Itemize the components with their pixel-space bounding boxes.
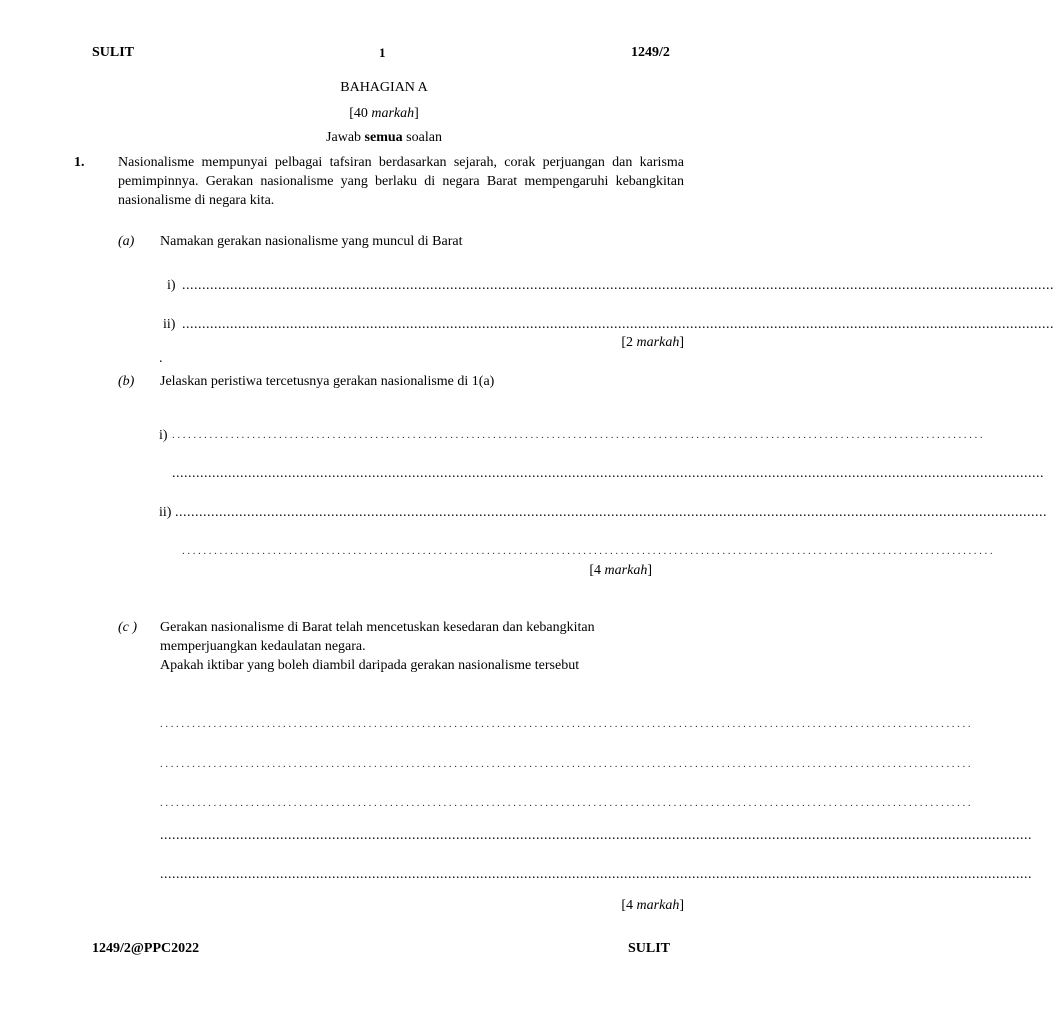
part-c-label: (c ) <box>118 620 138 635</box>
answer-line-b-ii-2[interactable]: ........................................................................................................................................................ <box>182 545 996 557</box>
question-intro: Nasionalisme mempunyai pelbagai tafsiran berdasarkan sejarah, corak perjuangan dan karisma pemimpinnya. Gerakan nasionalisme yang berlaku di negara Barat mempengaruhi kebangkitan nasionalisme di negara kita. <box>118 155 684 208</box>
part-c-line-1: Gerakan nasionalisme di Barat telah mencetuskan kesedaran dan kebangkitan <box>160 620 595 635</box>
part-a-marks: [2 markah] <box>621 335 684 350</box>
answer-line-c-1[interactable]: ........................................................................................................................................................ <box>160 718 974 730</box>
part-c-line-3: Apakah iktibar yang boleh diambil daripada gerakan nasionalisme tersebut <box>160 658 580 673</box>
part-a-label: (a) <box>118 234 135 249</box>
part-a-ii-label: ii) <box>163 317 176 332</box>
part-b-i-label: i) <box>159 428 168 443</box>
header-left: SULIT <box>92 45 135 60</box>
page-number: 1 <box>379 45 386 60</box>
section-instruction: Jawab semua soalan <box>326 130 442 145</box>
stray-period: . <box>159 351 163 366</box>
section-marks: [40 markah] <box>349 106 419 121</box>
part-b-ii-label: ii) <box>159 505 172 520</box>
part-b-marks: [4 markah] <box>589 563 652 578</box>
answer-line-a-i[interactable]: .......................................................................................................................................................................................................................... <box>182 278 1054 293</box>
answer-line-c-2[interactable]: ........................................................................................................................................................ <box>160 758 974 770</box>
answer-line-a-ii[interactable]: .......................................................................................................................................................................................................................... <box>182 317 1054 332</box>
answer-line-c-5[interactable]: .......................................................................................................................................................................................................................... <box>160 867 1032 882</box>
part-a-question: Namakan gerakan nasionalisme yang muncul di Barat <box>160 234 463 249</box>
header-right: 1249/2 <box>631 45 670 60</box>
answer-line-c-4[interactable]: .......................................................................................................................................................................................................................... <box>160 828 1032 843</box>
footer-right: SULIT <box>628 941 671 956</box>
answer-line-c-3[interactable]: ........................................................................................................................................................ <box>160 797 974 809</box>
answer-line-b-i-1[interactable]: ........................................................................................................................................................ <box>172 429 986 441</box>
answer-line-b-i-2[interactable]: .......................................................................................................................................................................................................................... <box>172 466 1044 481</box>
part-c-marks: [4 markah] <box>621 898 684 913</box>
section-title: BAHAGIAN A <box>340 80 428 95</box>
part-b-question: Jelaskan peristiwa tercetusnya gerakan nasionalisme di 1(a) <box>160 374 495 389</box>
question-number: 1. <box>74 155 85 170</box>
part-a-i-label: i) <box>167 278 176 293</box>
answer-line-b-ii-1[interactable]: .......................................................................................................................................................................................................................... <box>175 505 1047 520</box>
part-b-label: (b) <box>118 374 135 389</box>
part-c-line-2: memperjuangkan kedaulatan negara. <box>160 639 366 654</box>
footer-left: 1249/2@PPC2022 <box>92 941 200 956</box>
